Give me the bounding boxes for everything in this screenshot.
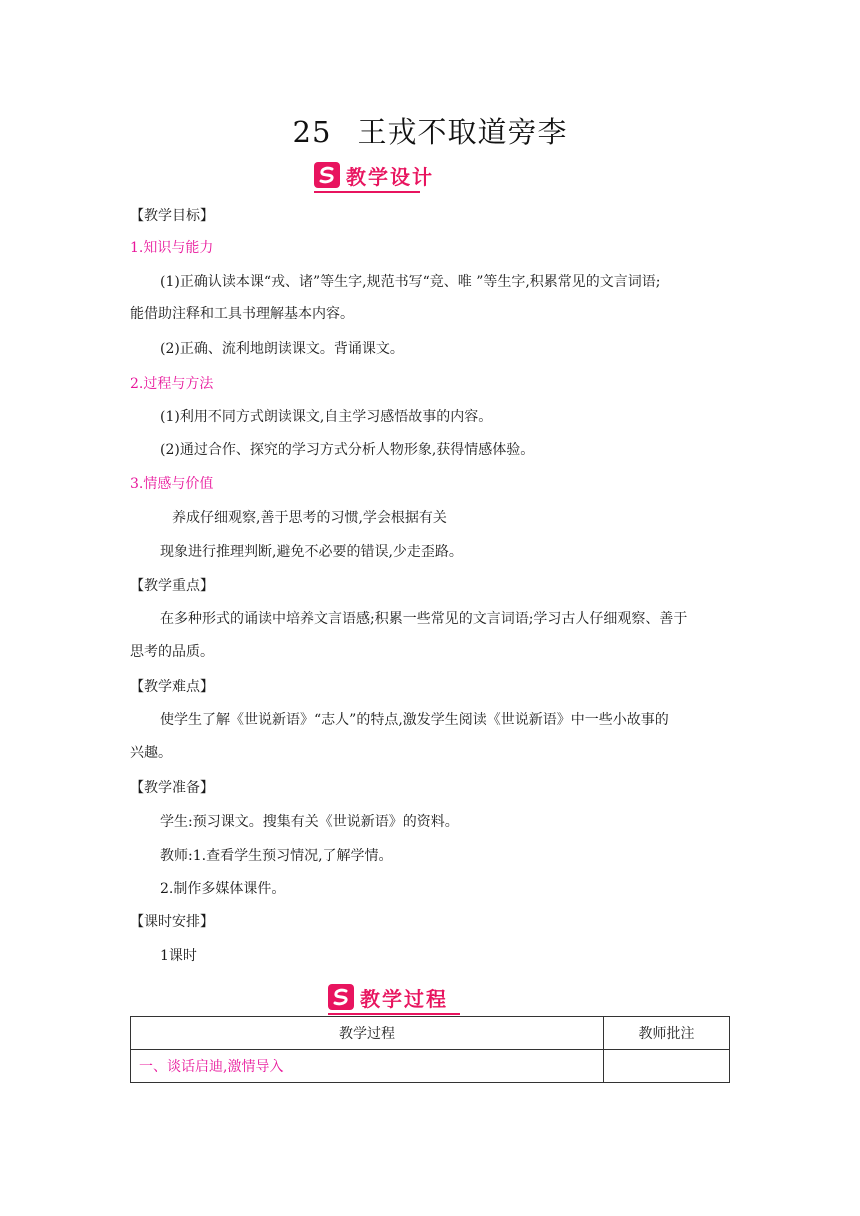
goal1-title: 1.知识与能力 xyxy=(130,240,214,256)
lesson-title xyxy=(0,110,860,151)
row-step: 一、谈话启迪,激情导入 xyxy=(131,1050,604,1083)
key-line2: 思考的品质。 xyxy=(130,644,214,660)
teaching-design-banner xyxy=(314,160,434,190)
goal1-item1-line2: 能借助注释和工具书理解基本内容。 xyxy=(130,306,354,322)
banner-underline xyxy=(314,191,420,193)
goal3-line1: 养成仔细观察,善于思考的习惯,学会根据有关 xyxy=(172,510,447,526)
table-row xyxy=(131,1050,730,1083)
goal2-item1: (1)利用不同方式朗读课文,自主学习感悟故事的内容。 xyxy=(160,409,493,425)
goal2-title: 2.过程与方法 xyxy=(130,376,214,392)
difficulty-line1: 使学生了解《世说新语》“志人”的特点,激发学生阅读《世说新语》中一些小故事的 xyxy=(160,712,669,728)
prep-teacher-2: 2.制作多媒体课件。 xyxy=(160,881,286,897)
key-heading: 【教学重点】 xyxy=(130,578,214,594)
goal3-title: 3.情感与价值 xyxy=(130,476,214,492)
lesson-name: 王戎不取道旁李 xyxy=(357,115,568,149)
teaching-process-banner xyxy=(328,982,448,1012)
goal2-item2: (2)通过合作、探究的学习方式分析人物形象,获得情感体验。 xyxy=(160,442,535,458)
s-logo-icon xyxy=(328,984,354,1010)
table-header-row xyxy=(131,1017,730,1050)
prep-student: 学生:预习课文。搜集有关《世说新语》的资料。 xyxy=(160,814,459,830)
difficulty-line2: 兴趣。 xyxy=(130,745,172,761)
header-teacher-notes: 教师批注 xyxy=(604,1017,730,1050)
process-table xyxy=(130,1016,730,1083)
difficulty-heading: 【教学难点】 xyxy=(130,679,214,695)
schedule-value: 1课时 xyxy=(160,948,197,964)
banner-label: 教学设计 xyxy=(346,164,434,189)
banner-label: 教学过程 xyxy=(360,986,448,1011)
key-line1: 在多种形式的诵读中培养文言语感;积累一些常见的文言词语;学习古人仔细观察、善于 xyxy=(160,611,688,627)
lesson-number: 25 xyxy=(292,115,332,149)
header-process: 教学过程 xyxy=(131,1017,604,1050)
s-logo-icon xyxy=(314,162,340,188)
banner-underline xyxy=(328,1013,460,1015)
goal1-item1-line1: (1)正确认读本课“戎、诸”等生字,规范书写“竞、唯 ”等生字,积累常见的文言词语; xyxy=(160,274,661,290)
schedule-heading: 【课时安排】 xyxy=(130,914,214,930)
goal1-item2: (2)正确、流利地朗读课文。背诵课文。 xyxy=(160,341,404,357)
goal3-line2: 现象进行推理判断,避免不必要的错误,少走歪路。 xyxy=(160,544,463,560)
preparation-heading: 【教学准备】 xyxy=(130,780,214,796)
row-note xyxy=(604,1050,730,1083)
goals-heading: 【教学目标】 xyxy=(130,208,214,224)
prep-teacher-1: 教师:1.查看学生预习情况,了解学情。 xyxy=(160,848,393,864)
